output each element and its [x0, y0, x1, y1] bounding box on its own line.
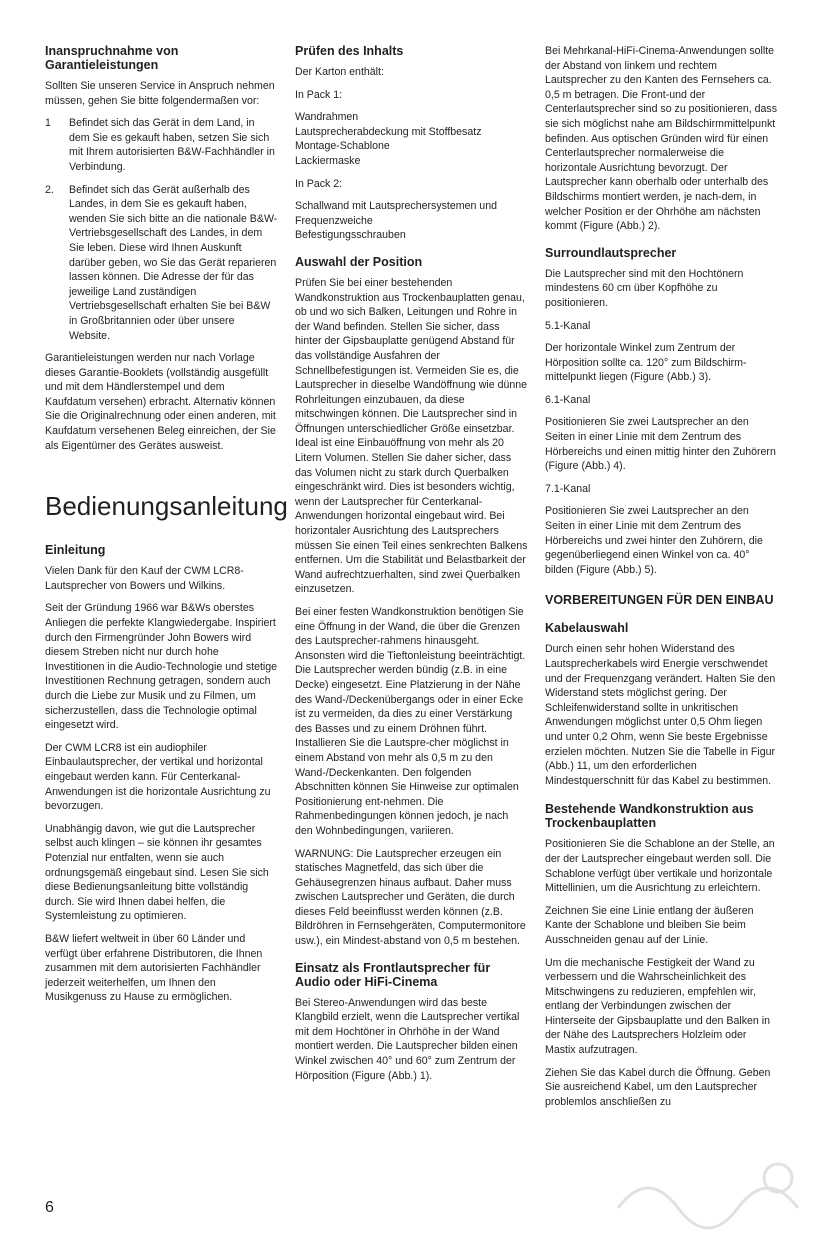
list-text: Befindet sich das Gerät außerhalb des Landes, in dem Sie es gekauft haben, wenden Sie sich bitte an die nationale B&W-Vertriebsgesellschaft des Landes, in dem Sie leben. Diese wird Ihnen Auskunft darüber geben, wo Sie das Gerät reparieren lassen können. Die Adresse der für das jeweilige Land zuständigen Vertriebsgesellschaft erhalten Sie bei B&W in Großbritannien oder über unsere Website.	[69, 183, 278, 342]
contents-intro: Der Karton enthält:	[295, 66, 384, 78]
channel-label: 5.1-Kanal	[545, 319, 591, 332]
pack2-item: Befestigungsschrauben	[295, 229, 406, 242]
surround-heading: Surroundlautsprecher	[545, 245, 677, 260]
preparation-heading: VORBEREITUNGEN FÜR DEN EINBAU	[545, 593, 774, 608]
column-right	[545, 44, 778, 1117]
list-number: 1	[45, 117, 51, 130]
paragraph: Positionieren Sie zwei Lautsprecher an den Seiten in einer Linie mit dem Zentrum des Hörbereichs und einen mittig hinter den Zuhörern (Figure (Abb.) 4).	[545, 416, 776, 473]
channel-label: 7.1-Kanal	[545, 482, 591, 495]
paragraph: Seit der Gründung 1966 war B&Ws oberstes Anliegen die perfekte Klangwiedergabe. Inspiriert durch den Firmengründer John Bowers wird diesem Streben nicht nur durch hohe Investitionen in die Audio-Technologie und stetige Investitionen Rechnung getragen, sondern auch durch die Liebe zur Musik und zu Filmen, um sicherzustellen, dass die Technologie optimal eingesetzt wird.	[45, 602, 278, 732]
channel-label: 6.1-Kanal	[545, 393, 591, 406]
paragraph: Unabhängig davon, wie gut die Lautsprecher selbst auch klingen – sie können ihr gesamtes Potenzial nur entfalten, wenn sie auch ordnungsgemäß eingebaut sind. Lesen Sie sich diese Bedienungsanleitung bitte vollständig durch. Sie wird Ihnen dabei helfen, die Systemleistung zu optimieren.	[45, 822, 269, 923]
watermark-logo-icon	[608, 1148, 818, 1234]
warranty-heading: Inanspruchnahme von Garantieleistungen	[45, 44, 179, 72]
list-number: 2.	[45, 183, 54, 196]
pack2-item: Schallwand mit Lautsprechersystemen und Frequenzweiche	[295, 200, 497, 227]
pack1-label: In Pack 1:	[295, 88, 343, 101]
cable-heading: Kabelauswahl	[545, 621, 629, 636]
paragraph: Prüfen Sie bei einer bestehenden Wandkonstruktion aus Trockenbauplatten genau, ob und wo sich Balken, Leitungen und Rohre in der Wand befinden. Stellen Sie sicher, dass hinter der Gipsbauplatte genügend Abstand für das vollständige Ausfahren der Schnellbefestigungen ist. Vermeiden Sie es, die Lautsprecher in dieselbe Wandöffnung wie dünne Rohrleitungen einzubauen, da diese mitschwingen können. Die Lautsprecher sind in Öffnungen unterschiedlicher Größe einsetzbar. Ideal ist eine Einbauöffnung von mehr als 20 Litern Volumen. Stellen Sie daher sicher, dass das Volumen nicht zu stark durch Querbalken eingeschränkt wird. Dies ist besonders wichtig, wenn der Lautsprecher für Centerkanal-Anwendungen horizontal eingebaut wird. Bei horizontaler Ausrichtung des Lautsprechers müssen Sie einen Teil eines senkrechten Balkens entfernen. Um die Stabilität und Belastbarkeit der Wand aufrechtzuerhalten, sind zwei Querbalken einzusetzen.	[295, 276, 528, 596]
warning-paragraph: WARNUNG: Die Lautsprecher erzeugen ein statisches Magnetfeld, das sich über die Gehäusegrenzen hinaus aufbaut. Daher muss zwischen Lautsprecher und Geräten, die durch dieses Feld beeinflusst werden können (z.B. Bildröhren in Fernsehgeräten, Computermonitore usw.), ein Mindest-abstand von 0,5 m bestehen.	[295, 847, 526, 948]
position-heading: Auswahl der Position	[295, 254, 423, 269]
paragraph: Bei Mehrkanal-HiFi-Cinema-Anwendungen sollte der Abstand von linkem und rechtem Lautsprecher zu den Kanten des Fernsehers ca. 0,5 m betragen. Die Front-und der Centerlautsprecher sind so zu positionieren, dass sie sich möglichst nahe am Bildschirmmittelpunkt befinden. Aus optischen Gründen wird für einen Centerlautsprecher normalerweise die horizontale Ausrichtung bevorzugt. Der Lautsprecher kann oberhalb oder unterhalb des Bildschirms montiert werden, je nach-dem, in welcher Position er der Ohrhöhe am nächsten kommt (Figure (Abb.) 2).	[545, 45, 778, 233]
pack1-item: Montage-Schablone	[295, 140, 390, 153]
paragraph: Um die mechanische Festigkeit der Wand zu verbessern und die Wahrscheinlichkeit des Mitschwingens zu reduzieren, empfehlen wir, entlang der Verbindungen zwischen der Hinterseite der Gipsbauplatte und den Balken in der Nähe des Lautsprechers Holzleim oder Mastix aufzutragen.	[545, 956, 770, 1057]
column-middle	[295, 44, 528, 1091]
paragraph: Bei einer festen Wandkonstruktion benötigen Sie eine Öffnung in der Wand, die über die Grenzen des Lautsprecher-rahmens hinausgeht. Ansonsten wird die Tieftonleistung beeinträchtigt. Die Lautsprecher werden bündig (z.B. in eine Decke) eingesetzt. Eine Platzierung in der Nähe des Wand-/Deckenübergangs oder in einer Ecke ist zu vermeiden, da dies zu einer Verstärkung des Basses und zu einem Dröhnen führt. Installieren Sie die Lautspre-cher möglichst in einem Abstand von mehr als 0,5 m zu den Wand-/Deckenkanten. Den folgenden Abschnitten können Sie Hinweise zur optimalen Positionierung ent-nehmen. Die Rahmenbedingungen können jedoch, je nach den Wohnbedingungen, variieren.	[295, 606, 526, 837]
paragraph: Positionieren Sie die Schablone an der Stelle, an der der Lautsprecher eingebaut werden soll. Die Schablone verfügt über vertikale und horizontale Mittellinien, um die Ausrichtung zu erleichtern.	[545, 838, 775, 895]
manual-title: Bedienungsanleitung	[45, 491, 288, 522]
list-text: Befindet sich das Gerät in dem Land, in dem Sie es gekauft haben, setzen Sie sich mit Ihrem autorisierten B&W-Fachhändler in Verbindung.	[69, 117, 275, 173]
paragraph: B&W liefert weltweit in über 60 Länder und verfügt über erfahrene Distributoren, die Ihnen zusammen mit dem autorisierten Fachhändler jederzeit weiterhelfen, um Ihnen den Musikgenuss zu Hause zu ermöglichen.	[45, 932, 263, 1004]
warranty-closing: Garantieleistungen werden nur nach Vorlage dieses Garantie-Booklets (vollständig ausgefüllt und mit dem Händlerstempel und dem Kaufdatum versehen) erbracht. Alternativ können Sie die Originalrechnung oder einen anderen, mit Kaufdatum versehenen Beleg einreichen, der Sie als Eigentümer des Gerätes ausweist.	[45, 352, 276, 452]
existing-wall-heading: Bestehende Wandkonstruktion aus Trockenbauplatten	[545, 802, 754, 831]
column-left	[45, 44, 288, 1013]
paragraph: Bei Stereo-Anwendungen wird das beste Klangbild erzielt, wenn die Lautsprecher vertikal mit dem Hochtöner in Ohrhöhe in der Wand montiert werden. Die Lautsprecher bilden einen Winkel zwischen 40° und 60° zum Zentrum der Hörposition (Figure (Abb.) 1).	[295, 996, 520, 1082]
pack2-label: In Pack 2:	[295, 177, 343, 190]
intro-heading: Einleitung	[45, 543, 106, 558]
list-item	[45, 183, 278, 344]
pack1-item: Lackiermaske	[295, 154, 361, 167]
pack1-item: Lautsprecherabdeckung mit Stoffbesatz	[295, 125, 482, 138]
pack1-item: Wandrahmen	[295, 111, 359, 124]
paragraph: Durch einen sehr hohen Widerstand des Lautsprecherkabels wird Energie verschwendet und der Frequenzgang verändert. Halten Sie den Widerstand stets möglichst gering. Der Schleifenwiderstand sollte in unkritischen Anwendungen möglichst unter 0,5 Ohm liegen und unter 0,2 Ohm, wenn Sie beste Ergebnisse erzielen möchten. Nutzen Sie die Tabelle in Figur (Abb.) 11, um den erforderlichen Mindestquerschnitt für das Kabel zu bestimmen.	[545, 643, 776, 787]
page-number: 6	[45, 1199, 54, 1216]
paragraph: Die Lautsprecher sind mit den Hochtönern mindestens 60 cm über Kopfhöhe zu positionieren.	[545, 267, 744, 309]
contents-heading: Prüfen des Inhalts	[295, 44, 404, 58]
paragraph: Der CWM LCR8 ist ein audiophiler Einbaulautsprecher, der vertikal und horizontal eingebaut werden kann. Für Centerkanal-Anwendungen ist die horizontale Ausrichtung zu bevorzugen.	[45, 741, 271, 813]
warranty-list	[45, 116, 278, 343]
paragraph: Ziehen Sie das Kabel durch die Öffnung. Geben Sie ausreichend Kabel, um den Lautsprecher problemlos anschließen zu	[545, 1066, 771, 1108]
warranty-intro: Sollten Sie unseren Service in Anspruch nehmen müssen, gehen Sie bitte folgendermaßen vor:	[45, 80, 275, 107]
paragraph: Vielen Dank für den Kauf der CWM LCR8-Lautsprecher von Bowers und Wilkins.	[45, 565, 244, 592]
paragraph: Positionieren Sie zwei Lautsprecher an den Seiten in einer Linie mit dem Zentrum des Hörbereichs und zwei hinter den Zuhörern, die gegenüberliegend einen Winkel von ca. 40° bilden (Figure (Abb.) 5).	[545, 505, 763, 576]
paragraph: Der horizontale Winkel zum Zentrum der Hörposition sollte ca. 120° zum Bildschirm-mittelpunkt liegen (Figure (Abb.) 3).	[545, 342, 747, 384]
front-speaker-heading: Einsatz als Frontlautsprecher für Audio oder HiFi-Cinema	[295, 960, 491, 989]
list-item	[45, 116, 278, 174]
paragraph: Zeichnen Sie eine Linie entlang der äußeren Kante der Schablone und bleiben Sie beim Ausschneiden genau auf der Linie.	[545, 904, 754, 946]
